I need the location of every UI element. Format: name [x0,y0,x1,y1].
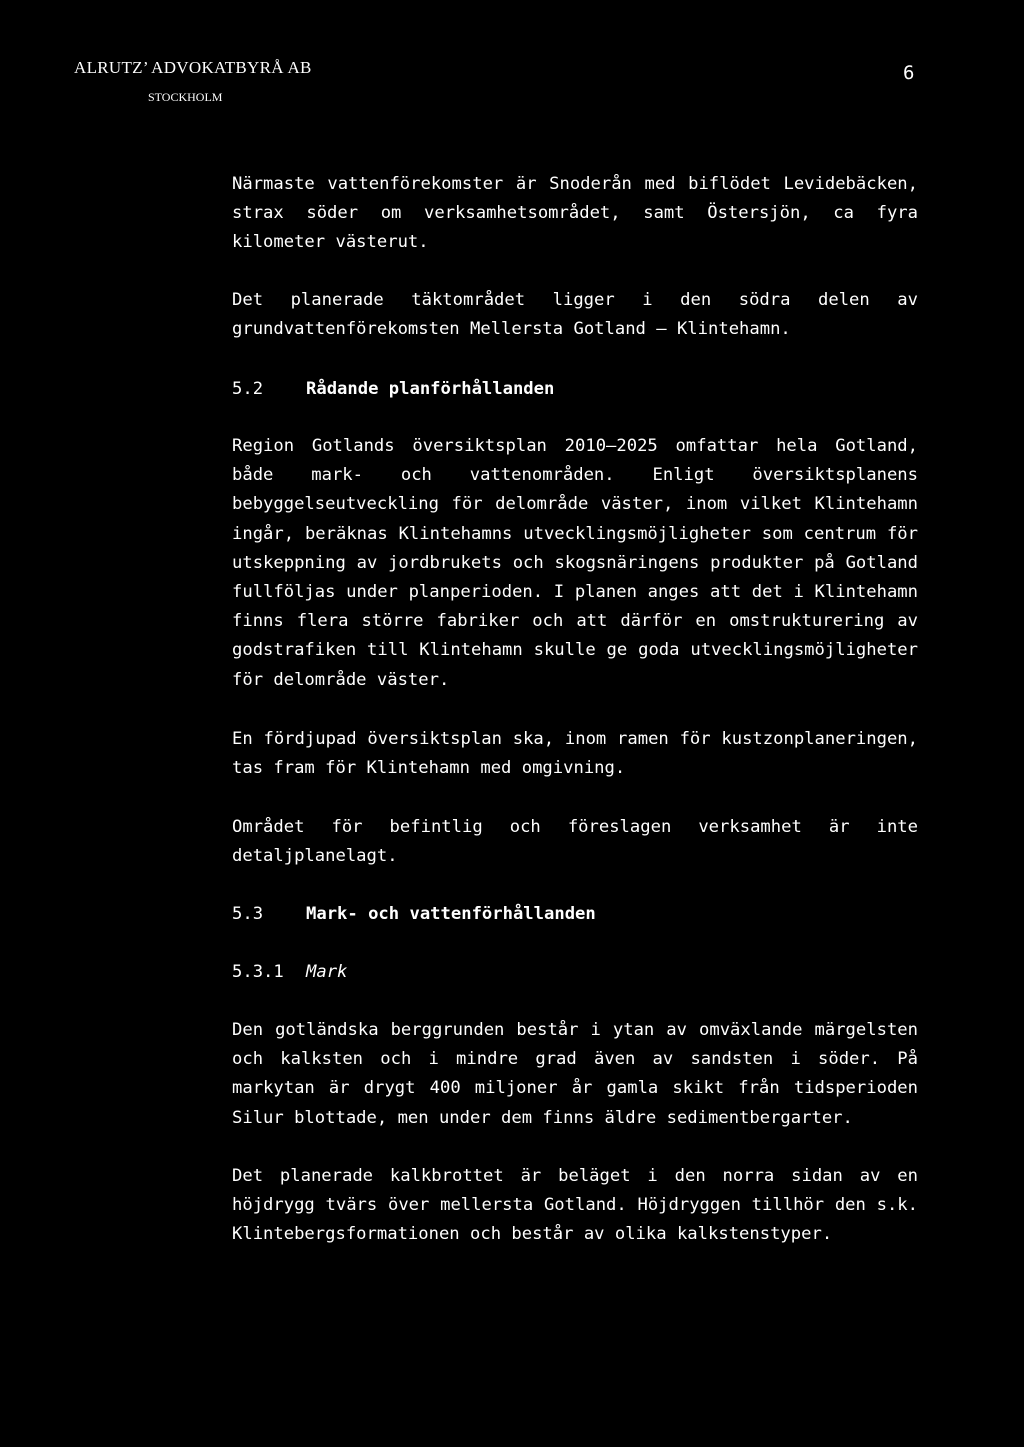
paragraph-water-bodies: Närmaste vattenförekomster är Snoderån med biflödet Levidebäcken, strax söder om verksamhetsområdet, samt Östersjön, ca fyra kilometer västerut. [232,174,918,253]
section-heading-5-2 [232,375,554,404]
letterhead-city: STOCKHOLM [148,90,223,104]
page-number: 6 [903,62,915,84]
section-title: Mark- och vattenförhållanden [306,904,596,924]
section-title: Mark [306,962,348,982]
paragraph-detailed-plan: En fördjupad översiktsplan ska, inom ramen för kustzonplaneringen, tas fram för Klintehamn med omgivning. [232,729,918,779]
paragraph-zoning: Området för befintlig och föreslagen verksamhet är inte detaljplanelagt. [232,817,918,867]
paragraph-quarry-location: Det planerade kalkbrottet är beläget i den norra sidan av en höjdrygg tvärs över mellersta Gotland. Höjdryggen tillhör den s.k. Klintebergsformationen och består av olika kalkstenstyper. [232,1166,918,1245]
section-heading-5-3-1 [232,958,347,987]
section-number: 5.3 [232,904,264,924]
paragraph-overview-plan: Region Gotlands översiktsplan 2010–2025 omfattar hela Gotland, både mark- och vattenområden. Enligt översiktsplanens bebyggelseutveckling för delområde väster, inom vilket Klintehamn ingår, beräknas Klintehamns utvecklingsmöjligheter som centrum för utskeppning av jordbrukets och skogsnäringens produkter på Gotland fullföljas under planperioden. I planen anges att det i Klintehamn finns flera större fabriker och att därför en omstrukturering av godstrafiken till Klintehamn skulle ge goda utvecklingsmöjligheter för delområde väster. [232,436,918,690]
paragraph-bedrock: Den gotländska berggrunden består i ytan av omväxlande märgelsten och kalksten och i mindre grad även av sandsten i söder. På markytan är drygt 400 miljoner år gamla skikt från tidsperioden Silur blottade, men under dem finns äldre sedimentbergarter. [232,1020,918,1128]
section-title: Rådande planförhållanden [306,379,555,399]
letterhead-firm-name: ALRUTZ’ ADVOKATBYRÅ AB [74,58,312,77]
paragraph-groundwater: Det planerade täktområdet ligger i den södra delen av grundvattenförekomsten Mellersta Gotland – Klintehamn. [232,290,918,340]
section-number: 5.3.1 [232,962,284,982]
section-heading-5-3 [232,900,596,929]
section-number: 5.2 [232,379,264,399]
